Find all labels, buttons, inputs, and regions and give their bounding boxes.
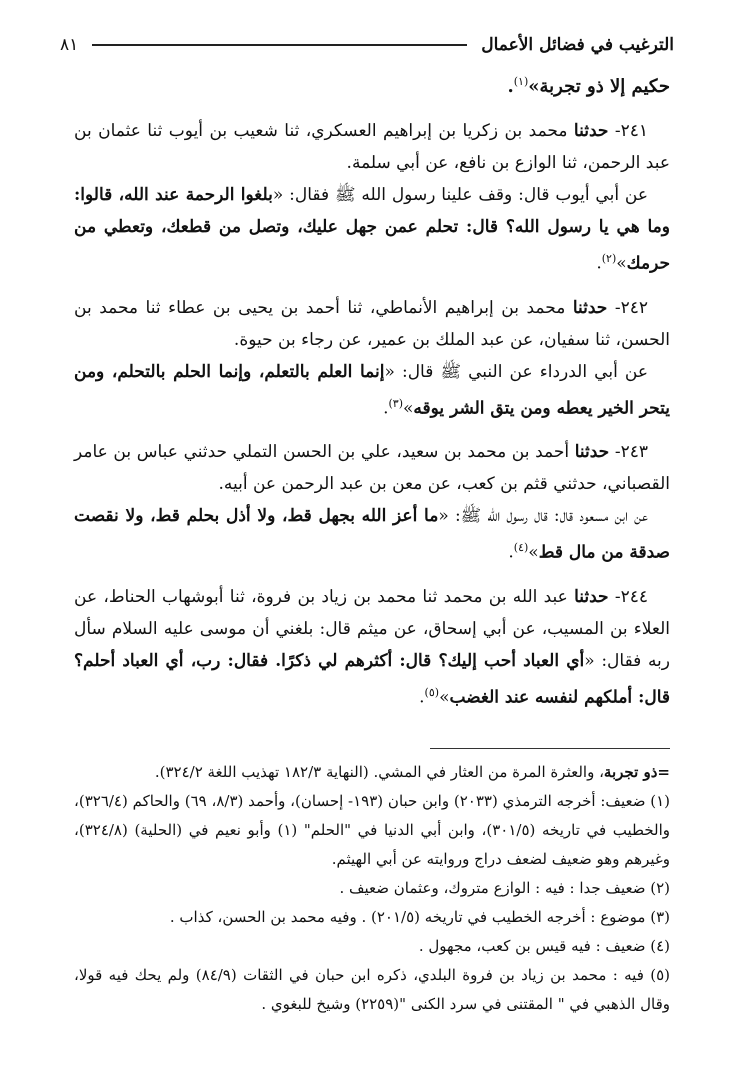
hadith-242-matn: عن أبي الدرداء عن النبي ﷺ قال: «إنما العلم بالتعلم، وإنما الحلم بالتحلم، ومن يتحر الخير يعطه ومن يتق الشر يوقه»$^{(٣)}$. [74, 361, 670, 419]
note-ref: (٤) [513, 541, 529, 555]
footnote-4: (٤) ضعيف : فيه قيس بن كعب، مجهول . [418, 937, 670, 955]
hadith-241-matn: عن أبي أيوب قال: وقف علينا رسول الله ﷺ فقال: «بلغوا الرحمة عند الله، قالوا: وما هي يا رسول الله؟ قال: تحلم عمن جهل عليك، وتصل من قطعك، وتعطي من حرمك»$^{(٢)}$. [74, 185, 670, 274]
hadith-243-matn: عن ابن مسعود قال: قال رسول الله ﷺ: «ما أعز الله بجهل قط، ولا أذل بحلم قط، ولا نقصت صدقة من مال قط»$^{(٤)}$. [74, 506, 670, 563]
hadith-244: ٢٤٤- حدثنا عبد الله بن محمد ثنا محمد بن زياد بن فروة، ثنا أبوشهاب الحناط، عن العلاء بن المسيب، عن أبي إسحاق، عن ميثم قال: بلغني أن موسى عليه السلام سأل ربه فقال: «أي العباد أحب إليك؟ قال: أكثرهم لي ذكرًا. فقال: رب، أي العباد أحلم؟ قال: أملكهم لنفسه عند الغضب»$^{(٥)}$. [74, 586, 670, 708]
footnote-5: (٥) فيه : محمد بن زياد بن فروة البلدي، ذكره ابن حبان في الثقات (٨٤/٩) ولم يحك فيه قولا، وقال الذهبي في " المقتنى في سرد الكنى "(٢٢٥٩) وشيخ للبغوي . [74, 966, 670, 1013]
header-rule [92, 44, 467, 46]
footnote-1: (١) ضعيف: أخرجه الترمذي (٢٠٣٣) وابن حبان (١٩٣- إحسان)، وأحمد (٨/٣، ٦٩) والحاكم (٣٢٦/٤)، والخطيب في تاريخه (٣٠١/٥)، وابن أبي الدنيا في "الحلم" (١) وأبو نعيم في (الحلية) (٣٢٤/٨)، وغيرهم وهو ضعيف لضعف دراج وروايته عن أبي الهيثم. [74, 792, 671, 868]
carry-over-line: حكيم إلا ذو تجربة»$^{(١)}$. [507, 75, 670, 97]
note-ref: (٢) [601, 252, 617, 265]
footnote-carry: =ذو تجربة، والعثرة المرة من العثار في المشي. (النهاية ١٨٢/٣ تهذيب اللغة ٣٢٤/٢). [154, 763, 670, 781]
note-ref: (٥) [424, 685, 440, 699]
hadith-242-isnad: ٢٤٢- حدثنا محمد بن إبراهيم الأنماطي، ثنا أحمد بن يحيى بن عطاء ثنا محمد بن الحسن، ثنا سفيان، عن عبد الملك بن عمير، عن رجاء بن حيوة. [74, 297, 670, 350]
footnote-2: (٢) ضعيف جدا : فيه : الوازع متروك، وعثمان ضعيف . [339, 879, 670, 897]
header-title: الترغيب في فضائل الأعمال [481, 35, 674, 55]
note-ref: (٣) [388, 396, 403, 410]
page-number: ٨١ [60, 35, 79, 55]
footnote-separator [430, 748, 670, 749]
footnote-3: (٣) موضوع : أخرجه الخطيب في تاريخه (٢٠١/٥) . وفيه محمد بن الحسن، كذاب . [169, 908, 670, 926]
footnotes [74, 758, 670, 1019]
main-text [74, 66, 670, 714]
note-ref: (١) [513, 75, 529, 88]
running-header [60, 30, 674, 60]
hadith-241-isnad: ٢٤١- حدثنا محمد بن زكريا بن إبراهيم العسكري، ثنا شعيب بن أيوب ثنا عثمان بن عبد الرحمن، ثنا الوازع بن نافع، عن أبي سلمة. [74, 121, 670, 173]
hadith-243-isnad: ٢٤٣- حدثنا أحمد بن محمد بن سعيد، علي بن الحسن التملي حدثني عباس بن عامر القصباني، حدثني قثم بن كعب، عن معن بن عبد الرحمن عن أبيه. [74, 442, 670, 495]
